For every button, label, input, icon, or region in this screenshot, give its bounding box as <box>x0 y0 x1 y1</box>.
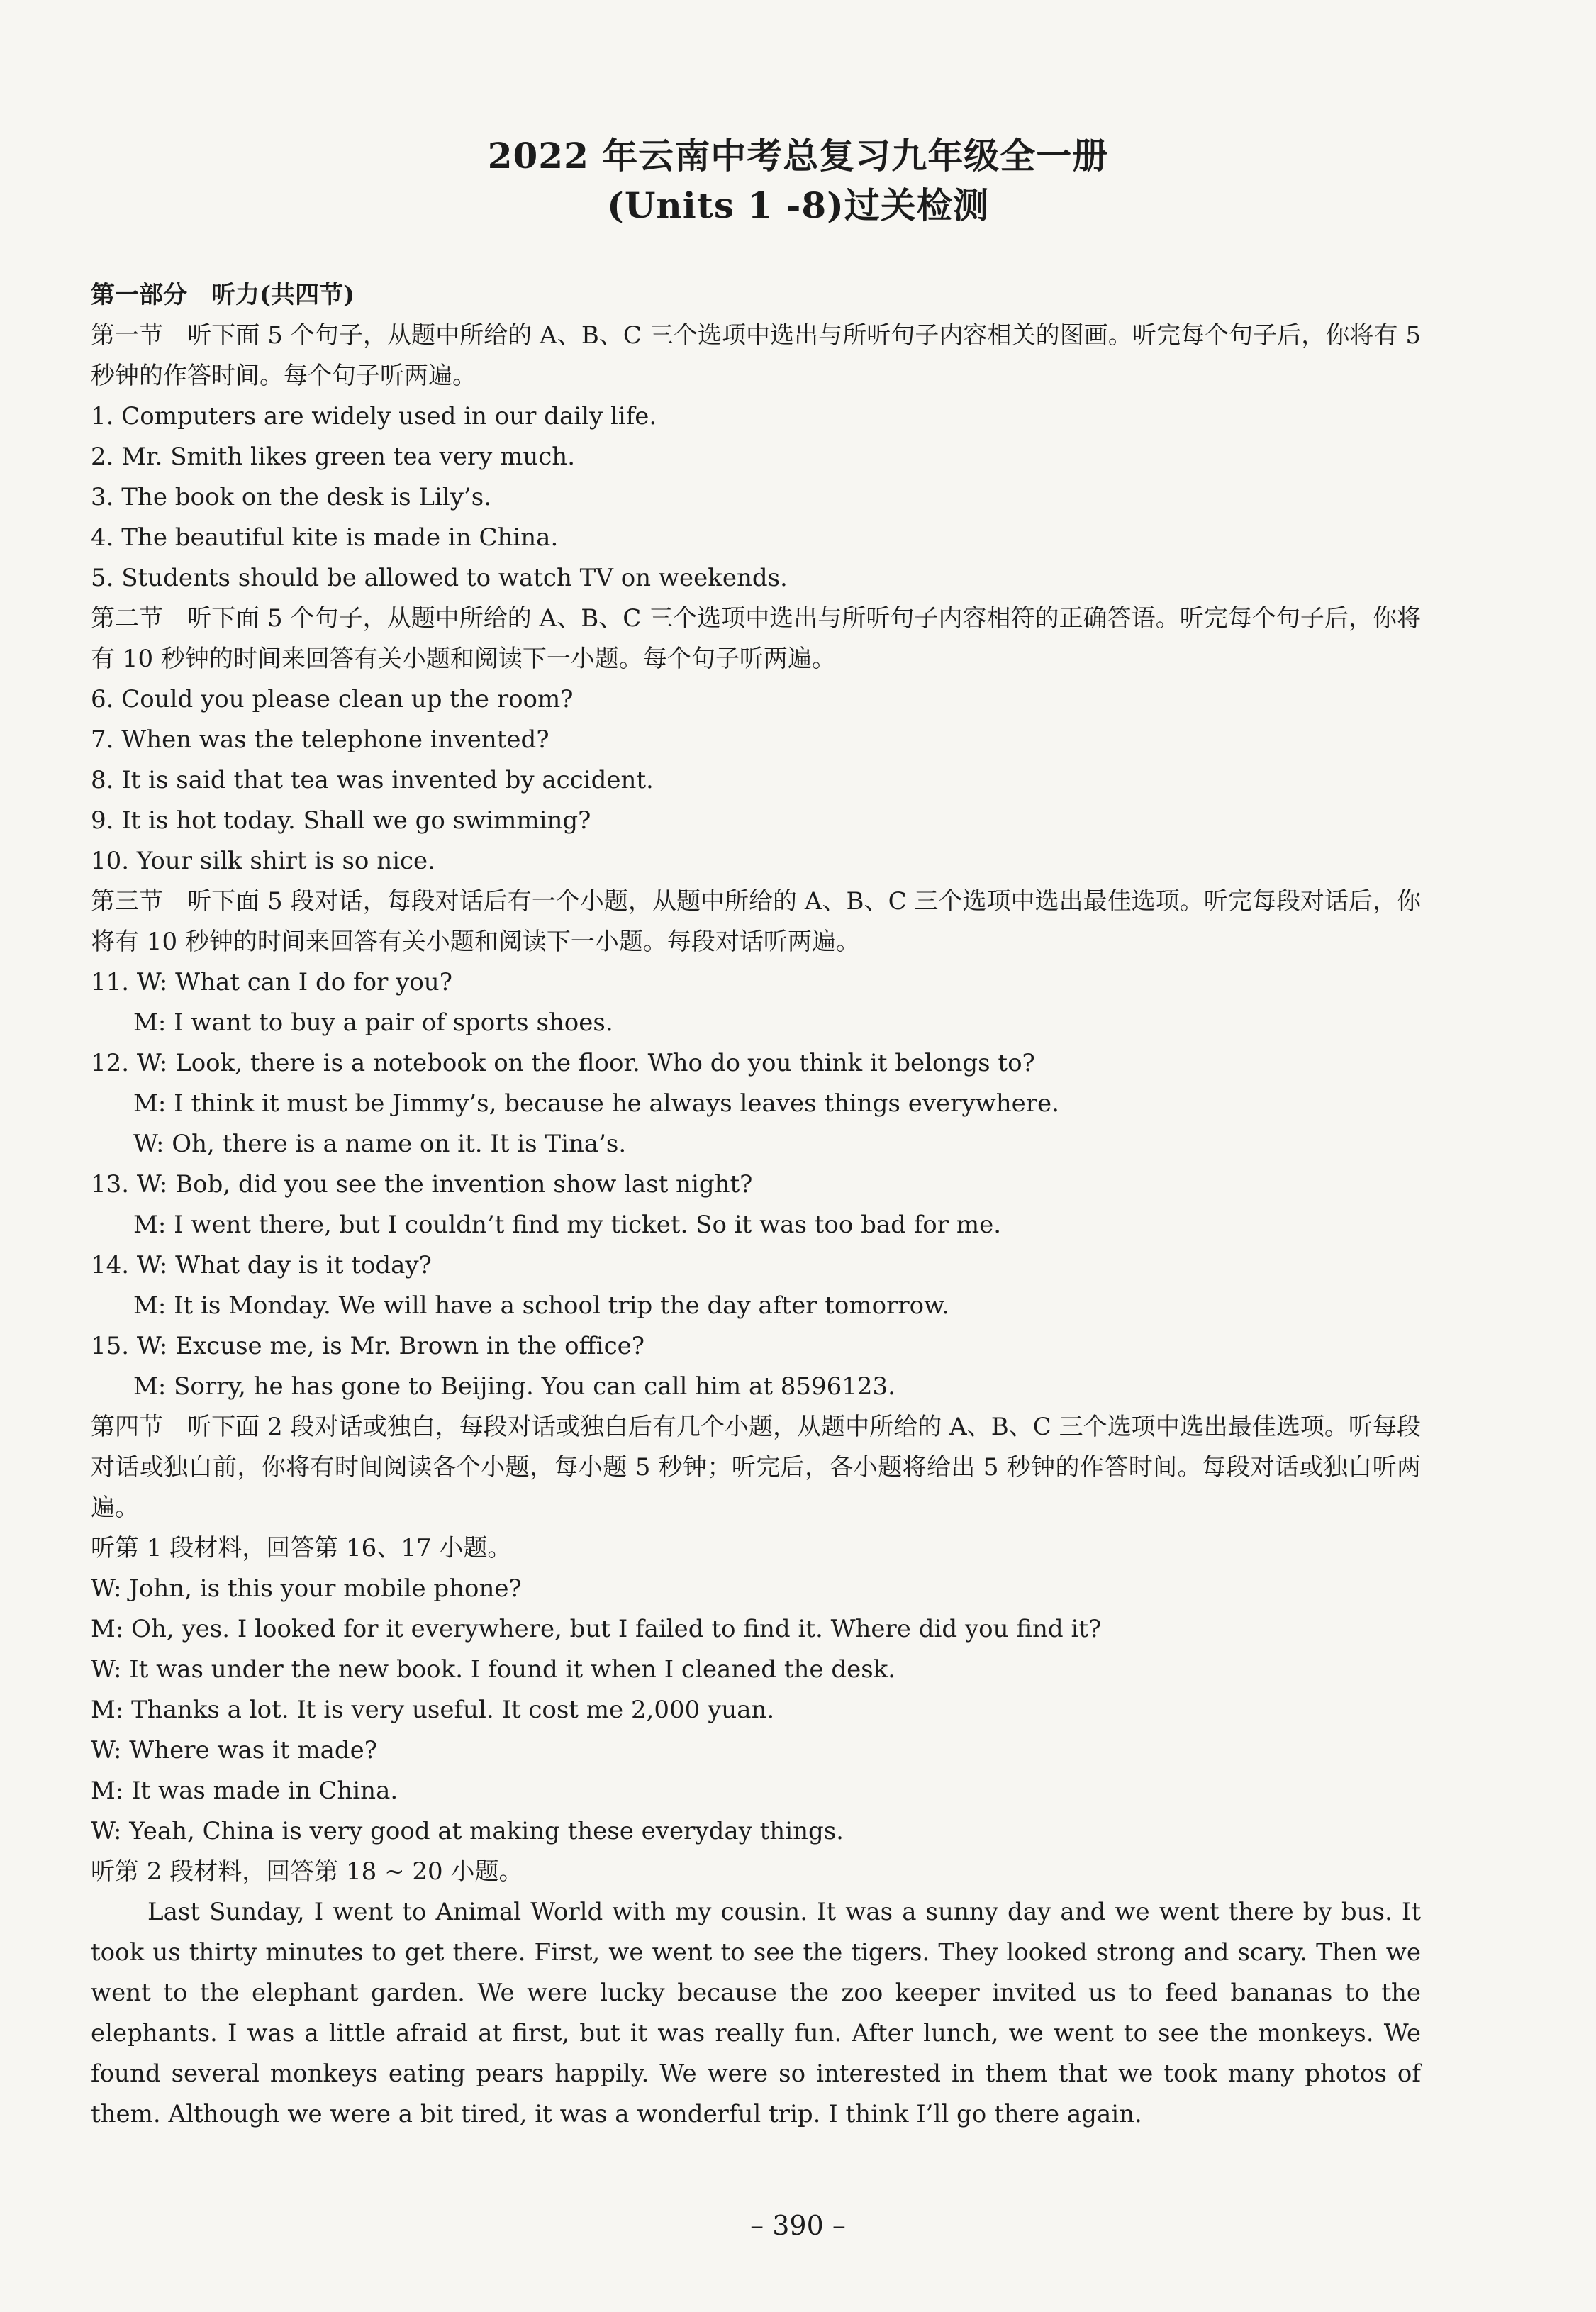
section2-intro: 第二节 听下面 5 个句子，从题中所给的 A、B、C 三个选项中选出与所听句子内容相符的正确答语。听完每个句子后，你将有 10 秒钟的时间来回答有关小题和阅读下一小题。每个句子听两遍。 <box>91 604 1421 673</box>
material2-heading: 听第 2 段材料，回答第 18 ~ 20 小题。 <box>91 1857 523 1886</box>
sentence-item: 5. Students should be allowed to watch TV on weekends. <box>91 564 788 592</box>
dialogue-line: 11. W: What can I do for you? <box>91 968 452 996</box>
sentence-item: 9. It is hot today. Shall we go swimming? <box>91 806 591 835</box>
section4-intro: 第四节 听下面 2 段对话或独白，每段对话或独白后有几个小题，从题中所给的 A、B、C 三个选项中选出最佳选项。听每段对话或独白前，你将有时间阅读各个小题，每小题 5 秒钟；听完后，各小题将给出 5 秒钟的作答时间。每段对话或独白听两遍。 <box>91 1413 1421 1522</box>
listening-section <box>91 275 1421 2135</box>
dialogue-line: M: I think it must be Jimmy’s, because he always leaves things everywhere. <box>133 1089 1059 1118</box>
sentence-item: 1. Computers are widely used in our daily life. <box>91 402 657 430</box>
dialogue-line: W: John, is this your mobile phone? <box>91 1574 522 1603</box>
material1-heading: 听第 1 段材料，回答第 16、17 小题。 <box>91 1534 512 1562</box>
sentence-item: 6. Could you please clean up the room? <box>91 685 574 713</box>
dialogue-line: M: Oh, yes. I looked for it everywhere, but I failed to find it. Where did you find it? <box>91 1615 1102 1643</box>
dialogue-line: M: I want to buy a pair of sports shoes. <box>133 1008 613 1037</box>
section1-intro: 第一节 听下面 5 个句子，从题中所给的 A、B、C 三个选项中选出与所听句子内容相关的图画。听完每个句子后，你将有 5 秒钟的作答时间。每个句子听两遍。 <box>91 321 1421 390</box>
dialogue-line: 12. W: Look, there is a notebook on the floor. Who do you think it belongs to? <box>91 1049 1035 1077</box>
sentence-item: 8. It is said that tea was invented by accident. <box>91 766 654 794</box>
dialogue-line: M: It was made in China. <box>91 1777 398 1805</box>
dialogue-line: M: I went there, but I couldn’t find my ticket. So it was too bad for me. <box>133 1211 1001 1239</box>
monologue-paragraph: Last Sunday, I went to Animal World with my cousin. It was a sunny day and we went there by bus. It took us thirty minutes to get there. First, we went to see the tigers. They looked strong and scary. Then we went to the elephant garden. We were lucky because the zoo keeper invited us to feed bananas to the elephants. I was a little afraid at first, but it was really fun. After lunch, we went to see the monkeys. We found several monkeys eating pears happily. We were so interested in them that we took many photos of them. Although we were a bit tired, it was a wonderful trip. I think I’ll go there again. <box>91 1898 1421 2128</box>
sentence-item: 3. The book on the desk is Lily’s. <box>91 483 492 511</box>
dialogue-line: W: Where was it made? <box>91 1736 377 1764</box>
dialogue-line: 13. W: Bob, did you see the invention show last night? <box>91 1170 753 1199</box>
dialogue-line: W: It was under the new book. I found it when I cleaned the desk. <box>91 1655 896 1684</box>
sentence-item: 2. Mr. Smith likes green tea very much. <box>91 443 576 471</box>
dialogue-line: M: Thanks a lot. It is very useful. It cost me 2,000 yuan. <box>91 1696 775 1724</box>
dialogue-line: 14. W: What day is it today? <box>91 1251 432 1279</box>
part-heading: 第一部分 听力(共四节) <box>91 281 355 309</box>
dialogue-line: 15. W: Excuse me, is Mr. Brown in the office? <box>91 1332 644 1360</box>
sentence-item: 7. When was the telephone invented? <box>91 726 549 754</box>
page-title: 2022 年云南中考总复习九年级全一册 <box>487 135 1109 177</box>
dialogue-line: M: Sorry, he has gone to Beijing. You can call him at 8596123. <box>133 1372 895 1401</box>
dialogue-line: M: It is Monday. We will have a school trip the day after tomorrow. <box>133 1291 949 1320</box>
dialogue-line: W: Oh, there is a name on it. It is Tina’s. <box>133 1130 627 1158</box>
page-number: – 390 – <box>750 2210 846 2241</box>
section3-intro: 第三节 听下面 5 段对话，每段对话后有一个小题，从题中所给的 A、B、C 三个选项中选出最佳选项。听完每段对话后，你将有 10 秒钟的时间来回答有关小题和阅读下一小题。每段对话听两遍。 <box>91 887 1421 956</box>
dialogue-line: W: Yeah, China is very good at making these everyday things. <box>91 1817 844 1845</box>
sentence-item: 10. Your silk shirt is so nice. <box>91 847 435 875</box>
page-subtitle: (Units 1 -8)过关检测 <box>607 184 989 226</box>
sentence-item: 4. The beautiful kite is made in China. <box>91 523 559 552</box>
